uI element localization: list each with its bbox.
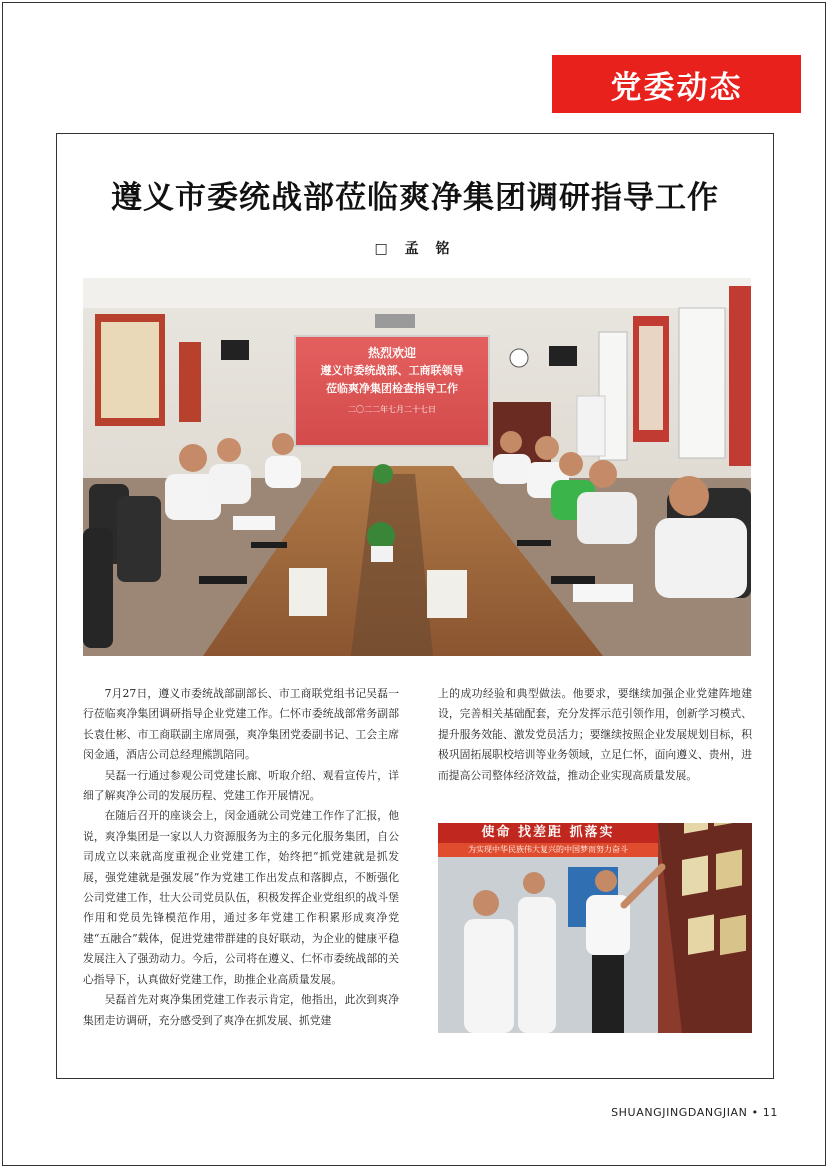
screen-line-2: 遵义市委统战部、工商联领导 xyxy=(320,364,464,377)
article-author: □ 孟 铭 xyxy=(374,241,456,257)
article-column-left xyxy=(83,684,399,1031)
paragraph-2: 吴磊一行通过参观公司党建长廊、听取介绍、观看宣传片，详细了解爽净公司的发展历程、党建工作开展情况。 xyxy=(83,768,399,803)
screen-line-1: 热烈欢迎 xyxy=(367,346,416,360)
page-footer: SHUANGJINGDANGJIAN • 11 xyxy=(611,1106,778,1119)
side-photo-subbanner: 为实现中华民族伟大复兴的中国梦而努力奋斗 xyxy=(468,845,628,854)
paragraph-4-continued: 上的成功经验和典型做法。他要求，要继续加强企业党建阵地建设，完善相关基础配套，充分发挥示范引领作用，创新学习模式、提升服务效能、激发党员活力；要继续按照企业发展规划目标，积极巩固拓展职校培训等业务领域，立足仁怀，面向遵义、贵州，进而提高公司整体经济效益，推动企业实现高质量发展。 xyxy=(438,687,752,782)
visit-photo xyxy=(438,823,752,1033)
screen-line-3: 莅临爽净集团检查指导工作 xyxy=(326,382,458,395)
paragraph-1: 7月27日，遵义市委统战部副部长、市工商联党组书记吴磊一行莅临爽净集团调研指导企业党建工作。仁怀市委统战部常务副部长袁仕彬、市工商联副主席周强，爽净集团党委副书记、工会主席闵金通，酒店公司总经理熊凯陪同。 xyxy=(83,687,399,762)
meeting-photo xyxy=(83,278,751,656)
article-title: 遵义市委统战部莅临爽净集团调研指导工作 xyxy=(111,180,719,216)
screen-line-4: 二〇二二年七月二十七日 xyxy=(348,405,436,414)
paragraph-4: 吴磊首先对爽净集团党建工作表示肯定，他指出，此次到爽净集团走访调研，充分感受到了爽净在抓发展、抓党建 xyxy=(83,993,399,1027)
section-tag: 党委动态 xyxy=(552,55,801,113)
article-column-right xyxy=(438,684,752,786)
paragraph-3: 在随后召开的座谈会上，闵金通就公司党建工作作了汇报，他说，爽净集团是一家以人力资源服务为主的多元化服务集团，自公司成立以来就高度重视企业党建工作，始终把“抓党建就是抓发展，强党建就是强发展”作为党建工作出发点和落脚点，不断强化公司党建工作，壮大公司党员队伍，积极发挥企业党组织的战斗堡作用和党员先锋模范作用，通过多年党建工作积累形成爽净党建“五融合”载体，促进党建带群建的良好联动，为企业的健康平稳发展注入了强劲动力。今后，公司将在遵义、仁怀市委统战部的关心指导下，认真做好党建工作，助推企业高质量发展。 xyxy=(83,809,399,986)
side-photo-banner: 使命 找差距 抓落实 xyxy=(481,825,615,840)
screen-text xyxy=(295,344,489,422)
